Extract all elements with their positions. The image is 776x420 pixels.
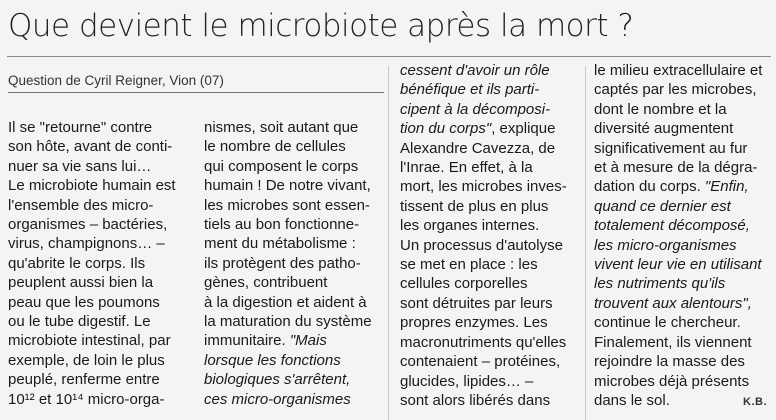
text-column-2 [204,118,380,409]
text-line: les organes internes. [400,217,540,235]
text-line: qu'abrite le corps. Ils [8,254,146,272]
text-line: rejoindre la masse des [594,353,745,371]
text-line: macronutriments qu'elles [400,333,567,351]
text-line: nuer sa vie sans lui… [8,157,152,175]
text-segment: tion du corps" [400,120,492,138]
text-line: Il se "retourne" contre [8,119,153,136]
author-signature: K.B. [743,396,767,408]
text-line: cellules corporelles [400,275,528,293]
text-line: ment du métabolisme : [204,235,356,253]
text-column-4 [594,61,774,410]
text-line: humain ! De notre vivant, [204,177,371,195]
text-line: captés par les microbes, [594,81,757,99]
text-line: tissent de plus en plus [400,197,549,215]
column-divider [585,66,586,420]
text-line: microbiote intestinal, par [8,332,171,350]
text-segment: immunitaire. [204,332,290,350]
text-line: les microbes sont essen- [204,196,370,214]
text-line: qui composent le corps [204,157,359,175]
text-line: propres enzymes. Les [400,314,548,332]
text-line: le nombre de cellules [204,138,346,156]
text-line: ou le tube digestif. Le [8,313,151,331]
text-line: mort, les microbes inves- [400,178,567,196]
text-line: sont alors libérés dans [400,391,551,409]
text-line: tiels au bon fonctionne- [204,216,360,234]
text-line: exemple, de loin le plus [8,351,165,369]
text-line [594,177,774,196]
text-line: se met en place : les [400,256,538,274]
text-line: gènes, contribuent [204,274,328,292]
text-line: peuplent aussi bien la [8,274,154,292]
text-line: ces micro-organismes [204,390,351,408]
text-line: cipent à la décomposi- [400,100,551,118]
text-segment: "Mais [289,332,327,350]
text-line: nismes, soit autant que [204,119,359,136]
text-line: biologiques s'arrêtent, [204,371,351,389]
text-line: Le microbiote humain est [8,177,176,195]
text-line: contenaient – protéines, [400,353,561,371]
text-line: à la digestion et aident à [204,293,367,311]
text-line: 10¹² et 10¹⁴ micro-orga- [8,390,165,408]
text-line: le milieu extracellulaire et [594,62,763,79]
question-divider [8,92,384,93]
text-line: les micro-organismes [594,236,737,254]
text-line: dont le nombre et la [594,100,727,118]
text-line: Alexandre Cavezza, de [400,139,556,157]
text-line: Un processus d'autolyse [400,236,563,254]
text-line: les nutriments qu'ils [594,275,726,293]
text-column-1 [8,118,188,409]
text-line: totalement décomposé, [594,217,750,235]
text-line: organismes – bactéries, [8,216,168,234]
text-line: l'Inrae. En effet, à la [400,159,533,177]
text-line: bénéfique et ils parti- [400,81,540,99]
text-segment: , explique [491,120,556,138]
text-line: vivent leur vie en utilisant [594,256,762,274]
text-line: sont détruites par leurs [400,294,553,312]
column-divider [388,66,389,420]
text-line: microbes déjà présents [594,372,750,390]
text-line: l'ensemble des micro- [8,196,154,214]
text-line [204,331,380,350]
headline-divider [7,56,771,57]
text-line: quand ce dernier est [594,197,731,215]
question-byline: Question de Cyril Reigner, Vion (07) [8,73,224,88]
text-line: Finalement, ils viennent [594,333,752,351]
text-line: peuplé, renferme entre [8,371,160,389]
text-line: son hôte, avant de conti- [8,138,173,156]
text-line: cessent d'avoir un rôle [400,62,550,79]
text-segment: dation du corps. [594,178,705,196]
text-line: dans le sol. [594,391,670,409]
text-line [400,119,580,138]
text-line: trouvent aux alentours", [594,294,752,312]
text-line: lorsque les fonctions [204,351,341,369]
text-line: significativement au fur [594,139,748,157]
headline: Que devient le microbiote après la mort ? [8,8,634,44]
text-line: ils protègent des patho- [204,254,361,272]
text-segment: "Enfin, [704,178,749,196]
text-column-3 [400,61,580,410]
text-line: et à mesure de la dégra- [594,159,758,177]
text-line: glucides, lipides… – [400,372,534,390]
text-line: diversité augmentent [594,120,734,138]
text-line: la maturation du système [204,313,372,331]
text-line: peau que les poumons [8,293,160,311]
text-line: continue le chercheur. [594,314,741,332]
text-line: virus, champignons… – [8,235,165,253]
